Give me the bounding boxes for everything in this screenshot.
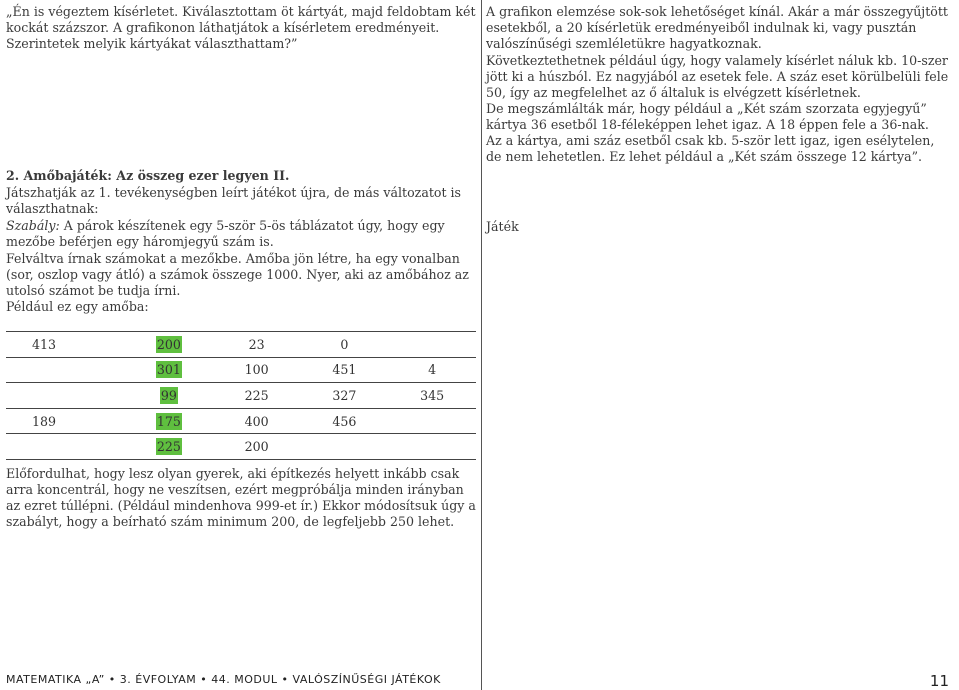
highlighted-value: 175 xyxy=(156,413,181,429)
table-cell xyxy=(6,408,125,434)
table-cell xyxy=(125,332,213,358)
cell-value: 225 xyxy=(244,387,269,403)
cell-value: 100 xyxy=(244,362,269,378)
rule-text: A párok készítenek egy 5-ször 5-ös táblázatot úgy, hogy egy mezőbe beférjen egy háromjegyű szám is. xyxy=(6,218,445,249)
jatek-label: Játék xyxy=(486,219,519,234)
cell-value: 345 xyxy=(420,387,445,403)
right-paragraph-1: A grafikon elemzése sok-sok lehetőséget kínál. Akár a már összegyűjtött esetekből, a 20 kísérletük eredményeiből indulnak ki, vagy pusztán valószínűségi szemléletükre hagyatkoznak. xyxy=(486,4,948,51)
table-cell xyxy=(388,357,476,383)
table-cell xyxy=(388,434,476,460)
cell-value: 327 xyxy=(332,387,357,403)
table-cell xyxy=(6,383,125,409)
right-paragraph-2: Következtethetnek például úgy, hogy valamely kísérlet náluk kb. 10-szer jött ki a húszból. Ez nagyjából az esetek fele. A száz eset körülbelüli fele 50, így az megfelelhet az ő általuk is elvégzett kísérletnek. xyxy=(486,53,949,100)
right-paragraph-4: Az a kártya, ami száz esetből csak kb. 5-ször lett igaz, igen esélytelen, de nem lehetetlen. Ez lehet például a „Két szám összege 12 kártya”. xyxy=(486,133,935,164)
table-cell xyxy=(6,357,125,383)
cell-value: 0 xyxy=(340,336,349,352)
amoba-table xyxy=(6,331,476,460)
table-cell xyxy=(300,357,388,383)
cell-value: 451 xyxy=(332,362,357,378)
table-cell xyxy=(213,332,301,358)
highlighted-value: 301 xyxy=(156,362,181,378)
paragraph-variant: Játszhatják az 1. tevékenységben leírt játékot újra, de más változatot is választhatnak: xyxy=(6,185,462,216)
page-number: 11 xyxy=(929,672,949,690)
table-row xyxy=(6,357,476,383)
table-cell xyxy=(213,434,301,460)
rule-paragraph xyxy=(6,218,476,250)
table-cell xyxy=(388,332,476,358)
table-cell xyxy=(213,408,301,434)
table-cell xyxy=(6,434,125,460)
cell-value: 4 xyxy=(428,362,437,378)
paragraph-after-table: Előfordulhat, hogy lesz olyan gyerek, aki építkezés helyett inkább csak arra koncentrál, hogy ne veszítsen, ezért megpróbálja minden irányban az ezret túllépni. (Például mindenhova 999-et ír.) Ekkor módosítsuk úgy a szabályt, hogy a beírható szám minimum 200, de legfeljebb 250 lehet. xyxy=(6,466,476,529)
footer-text: MATEMATIKA „A” • 3. ÉVFOLYAM • 44. MODUL • VALÓSZÍNŰSÉGI JÁTÉKOK xyxy=(6,673,441,686)
intro-quote: „Én is végeztem kísérletet. Kiválasztottam öt kártyát, majd feldobtam két kockát százszor. A grafikonon láthatjátok a kísérletem eredményeit. Szerintetek melyik kártyákat választhattam?” xyxy=(6,4,476,51)
table-cell xyxy=(300,332,388,358)
table-cell xyxy=(388,408,476,434)
table-row xyxy=(6,332,476,358)
table-cell xyxy=(125,357,213,383)
cell-value: 456 xyxy=(332,413,357,429)
table-cell xyxy=(213,357,301,383)
highlighted-value: 99 xyxy=(160,387,177,403)
table-cell xyxy=(300,408,388,434)
section-heading: 2. Amőbajáték: Az összeg ezer legyen II. xyxy=(6,168,290,183)
cell-value: 200 xyxy=(244,439,269,455)
highlighted-value: 200 xyxy=(156,336,181,352)
table-cell xyxy=(388,383,476,409)
table-cell xyxy=(6,332,125,358)
cell-value: 400 xyxy=(244,413,269,429)
table-row xyxy=(6,408,476,434)
table-cell xyxy=(300,434,388,460)
table-row xyxy=(6,383,476,409)
right-paragraph-3: De megszámlálták már, hogy például a „Két szám szorzata egyjegyű” kártya 36 esetből 18-féleképpen lehet igaz. A 18 éppen fele a 36-nak. xyxy=(486,101,929,132)
rule-label: Szabály: xyxy=(6,218,60,233)
highlighted-value: 225 xyxy=(156,439,181,455)
table-cell xyxy=(125,434,213,460)
table-row xyxy=(6,434,476,460)
paragraph-example: Például ez egy amőba: xyxy=(6,299,149,314)
table-cell xyxy=(125,383,213,409)
paragraph-rules: Felváltva írnak számokat a mezőkbe. Amőba jön létre, ha egy vonalban (sor, oszlop vagy átló) a számok összege 1000. Nyer, aki az amőbához az utolsó számot be tudja írni. xyxy=(6,251,469,298)
cell-value: 189 xyxy=(32,413,57,429)
cell-value: 23 xyxy=(248,336,265,352)
table-cell xyxy=(125,408,213,434)
cell-value: 413 xyxy=(32,336,57,352)
table-cell xyxy=(213,383,301,409)
table-cell xyxy=(300,383,388,409)
